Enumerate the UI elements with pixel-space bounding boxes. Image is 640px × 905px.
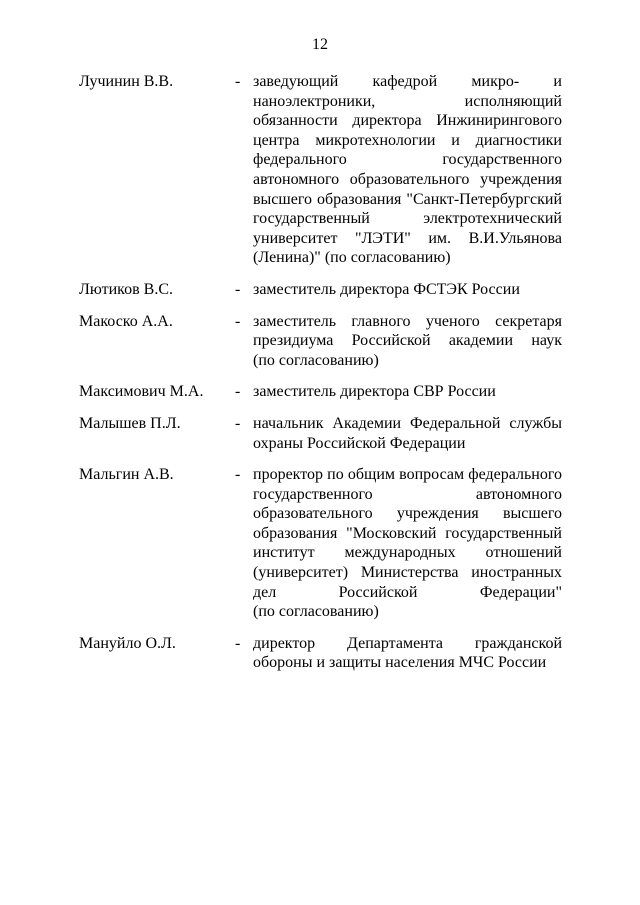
member-entry (0, 280, 640, 300)
member-position (253, 414, 562, 453)
position-line: (университет) Министерства иностранных (253, 564, 562, 582)
position-line: (Ленина)" (по согласованию) (253, 249, 451, 267)
member-position (253, 382, 562, 402)
member-name: Лучинин В.В. (79, 73, 174, 90)
dash-separator: - (235, 280, 241, 298)
member-name: Макоско А.А. (79, 312, 173, 330)
position-line: государственный электротехнический (253, 210, 562, 228)
member-entry (0, 465, 640, 622)
position-line: обязанности директора Инжинирингового (253, 112, 562, 130)
position-line: охраны Российской Федерации (253, 434, 466, 452)
position-line: центра микротехнологии и диагностики (253, 131, 562, 149)
member-name: Мануйло О.Л. (79, 634, 176, 652)
position-line: заведующий кафедрой микро- и (253, 73, 562, 90)
position-line: дел Российской Федерации" (253, 583, 562, 601)
position-line: заместитель директора СВР России (253, 383, 496, 401)
position-line: образовательного учреждения высшего (253, 505, 562, 523)
position-line: заместитель директора ФСТЭК России (253, 280, 520, 298)
dash-separator: - (235, 383, 241, 401)
member-position (253, 280, 562, 300)
position-line: (по согласованию) (253, 351, 379, 369)
member-entry (0, 312, 640, 371)
position-line: государственного автономного (253, 485, 562, 503)
member-entry (0, 634, 640, 673)
position-line: федерального государственного (253, 151, 562, 169)
dash-separator: - (235, 466, 241, 484)
position-line: директор Департамента гражданской (253, 634, 562, 652)
position-line: автономного образовательного учреждения (253, 170, 562, 188)
member-name: Лютиков В.С. (79, 280, 174, 298)
position-line: президиума Российской академии наук (253, 332, 562, 350)
member-name: Мальгин А.В. (79, 466, 174, 484)
position-line: университет "ЛЭТИ" им. В.И.Ульянова (253, 229, 562, 247)
position-line: начальник Академии Федеральной службы (253, 414, 562, 432)
position-line: проректор по общим вопросам федерального (253, 466, 562, 484)
member-name: Максимович М.А. (79, 383, 204, 401)
dash-separator: - (235, 634, 241, 652)
position-line: (по согласованию) (253, 603, 379, 621)
member-entry (0, 414, 640, 453)
position-line: высшего образования "Санкт-Петербургский (253, 190, 562, 208)
position-line: образования "Московский государственный (253, 524, 562, 542)
member-entry (0, 72, 640, 268)
position-line: институт международных отношений (253, 544, 562, 562)
member-name: Малышев П.Л. (79, 414, 181, 432)
position-line: заместитель главного ученого секретаря (253, 312, 562, 330)
page-number: 12 (312, 36, 328, 53)
member-position (253, 312, 562, 371)
member-position (253, 634, 562, 673)
member-list (0, 72, 640, 685)
dash-separator: - (235, 73, 241, 90)
position-line: наноэлектроники, исполняющий (253, 92, 562, 110)
member-position (253, 465, 562, 622)
member-entry (0, 382, 640, 402)
dash-separator: - (235, 312, 241, 330)
position-line: обороны и защиты населения МЧС России (253, 654, 547, 672)
dash-separator: - (235, 414, 241, 432)
member-position (253, 72, 562, 268)
